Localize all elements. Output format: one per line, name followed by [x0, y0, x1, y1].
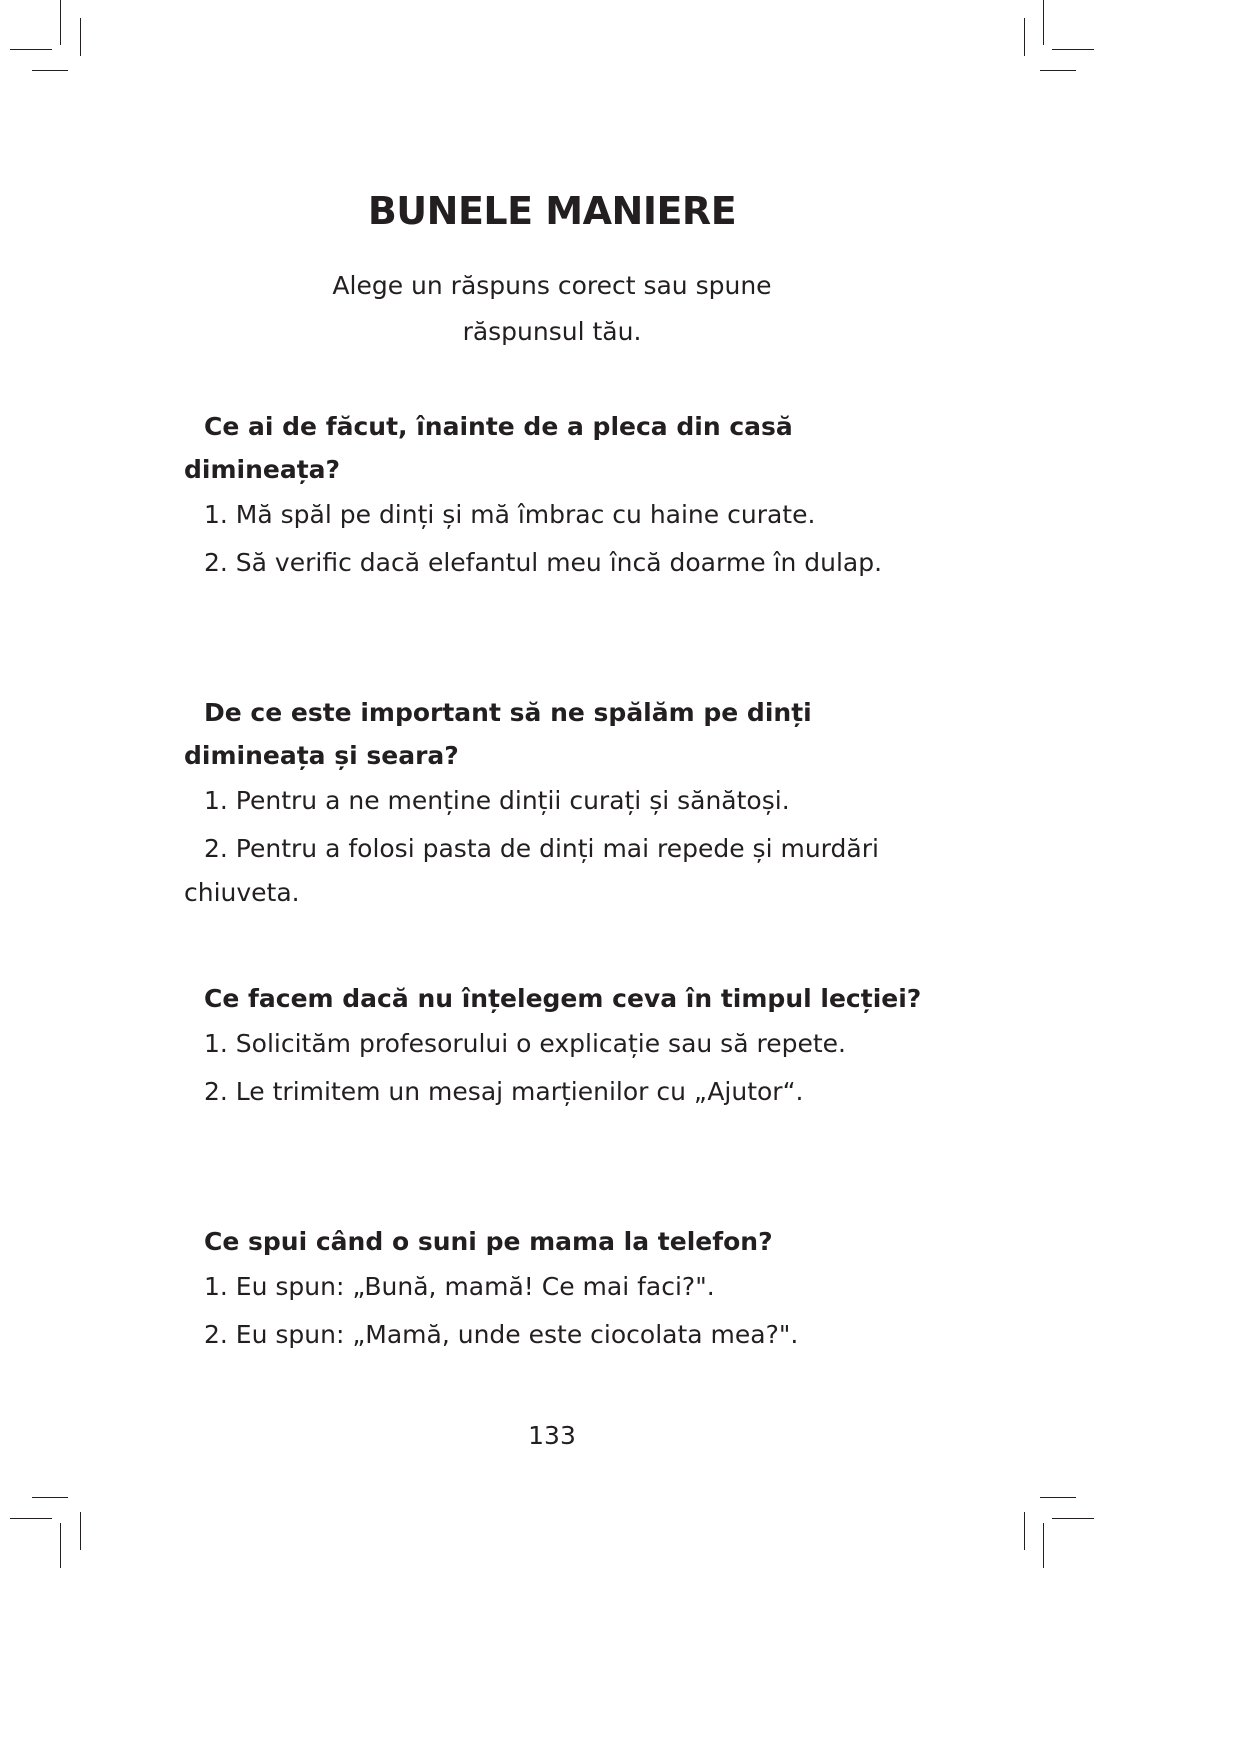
- page-title: BUNELE MANIERE: [367, 189, 737, 233]
- crop-mark: [1043, 1523, 1044, 1568]
- crop-mark: [1043, 0, 1044, 45]
- question-text: De ce este important să ne spălăm pe dinți dimineața și seara?: [184, 698, 812, 770]
- crop-mark: [1024, 1512, 1025, 1550]
- instructions-line: răspunsul tău.: [462, 317, 642, 346]
- answer-option: 1. Pentru a ne menține dinții curați și sănătoși.: [204, 786, 790, 815]
- question-text: Ce ai de făcut, înainte de a pleca din casă dimineața?: [184, 412, 793, 484]
- crop-mark: [1052, 49, 1094, 50]
- crop-mark: [10, 1518, 52, 1519]
- question-text: Ce spui când o suni pe mama la telefon?: [204, 1227, 773, 1256]
- crop-mark: [80, 18, 81, 56]
- question-block: [184, 405, 944, 589]
- question-block: [184, 977, 944, 1118]
- crop-mark: [32, 1497, 68, 1498]
- crop-mark: [32, 70, 68, 71]
- answer-option: 2. Le trimitem un mesaj marțienilor cu „Ajutor“.: [204, 1077, 804, 1106]
- page-number: 133: [528, 1421, 576, 1450]
- crop-mark: [60, 0, 61, 45]
- question-text: Ce facem dacă nu înțelegem ceva în timpul lecției?: [204, 984, 922, 1013]
- crop-mark: [80, 1512, 81, 1550]
- answer-option: 1. Solicităm profesorului o explicație sau să repete.: [204, 1029, 846, 1058]
- question-block: [184, 691, 944, 919]
- crop-mark: [1040, 70, 1076, 71]
- question-block: [184, 1220, 944, 1361]
- crop-mark: [10, 49, 52, 50]
- answer-option: 1. Mă spăl pe dinți și mă îmbrac cu haine curate.: [204, 500, 816, 529]
- answer-option: 1. Eu spun: „Bună, mamă! Ce mai faci?".: [204, 1272, 715, 1301]
- crop-mark: [60, 1523, 61, 1568]
- crop-mark: [1024, 18, 1025, 56]
- answer-option: 2. Eu spun: „Mamă, unde este ciocolata mea?".: [204, 1320, 799, 1349]
- answer-option: 2. Să verific dacă elefantul meu încă doarme în dulap.: [204, 548, 883, 577]
- instructions: [0, 263, 1104, 355]
- answer-option: 2. Pentru a folosi pasta de dinți mai repede și murdări chiuveta.: [184, 834, 879, 907]
- instructions-line: Alege un răspuns corect sau spune: [332, 271, 772, 300]
- crop-mark: [1040, 1497, 1076, 1498]
- crop-mark: [1052, 1518, 1094, 1519]
